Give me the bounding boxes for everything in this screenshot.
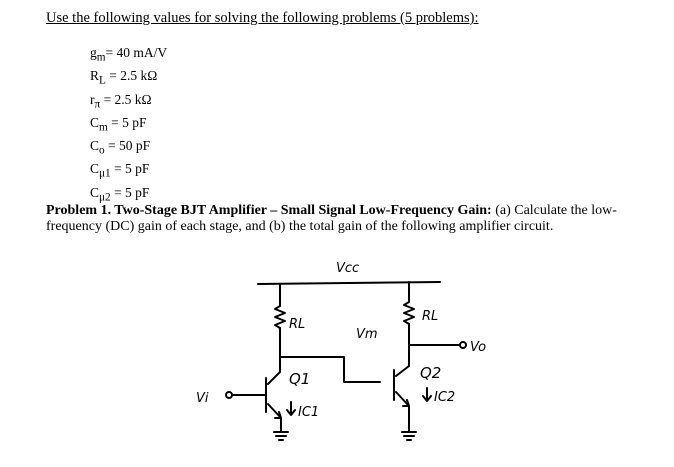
ic1-arrow: [287, 402, 295, 415]
param-row: $R_L = 2.5$ kΩ: [90, 68, 158, 87]
q2-emitter: [396, 392, 409, 432]
param-row: $C_o = 50$ pF: [90, 138, 151, 157]
rl2-label: RL: [422, 309, 439, 324]
vo-terminal: [460, 342, 466, 348]
q1-collector: [268, 357, 280, 384]
param-row: $g_m= 40$ mA/V: [90, 45, 168, 64]
q2-ground: [402, 432, 416, 440]
vcc-rail: [258, 282, 440, 284]
rl2-resistor: [404, 302, 414, 324]
vi-terminal: [226, 392, 232, 398]
ic2-label: IC2: [434, 390, 456, 405]
param-row: $C_m = 5$ pF: [90, 114, 147, 134]
vo-label: Vo: [470, 340, 487, 355]
q2-label: Q2: [420, 364, 442, 382]
q1-label: Q1: [289, 370, 311, 388]
q2-collector: [396, 366, 409, 376]
heading: Use the following values for solving the following problems (5 problems):: [46, 10, 479, 26]
problem-title: Problem 1. Two-Stage BJT Amplifier – Small Signal Low-Frequency Gain:: [46, 203, 492, 218]
vcc-label: Vcc: [336, 261, 360, 276]
param-row: $C_{\mu 2} = 5$ pF: [90, 184, 150, 204]
q1-ground: [274, 432, 288, 440]
ic2-arrow: [423, 388, 431, 401]
ic1-label: IC1: [298, 405, 320, 420]
vm-label: Vm: [356, 327, 378, 342]
param-row: $r_\pi = 2.5$ kΩ: [90, 91, 152, 111]
problem-text: (a) Calculate the low-frequency (DC) gain of each stage, and (b) the total gain of the following amplifier circuit.: [46, 203, 617, 234]
vi-label: Vi: [196, 391, 209, 406]
param-row: $C_{\mu 1} = 5$ pF: [90, 161, 150, 181]
rl1-resistor: [275, 306, 285, 328]
rl1-label: RL: [289, 317, 306, 332]
